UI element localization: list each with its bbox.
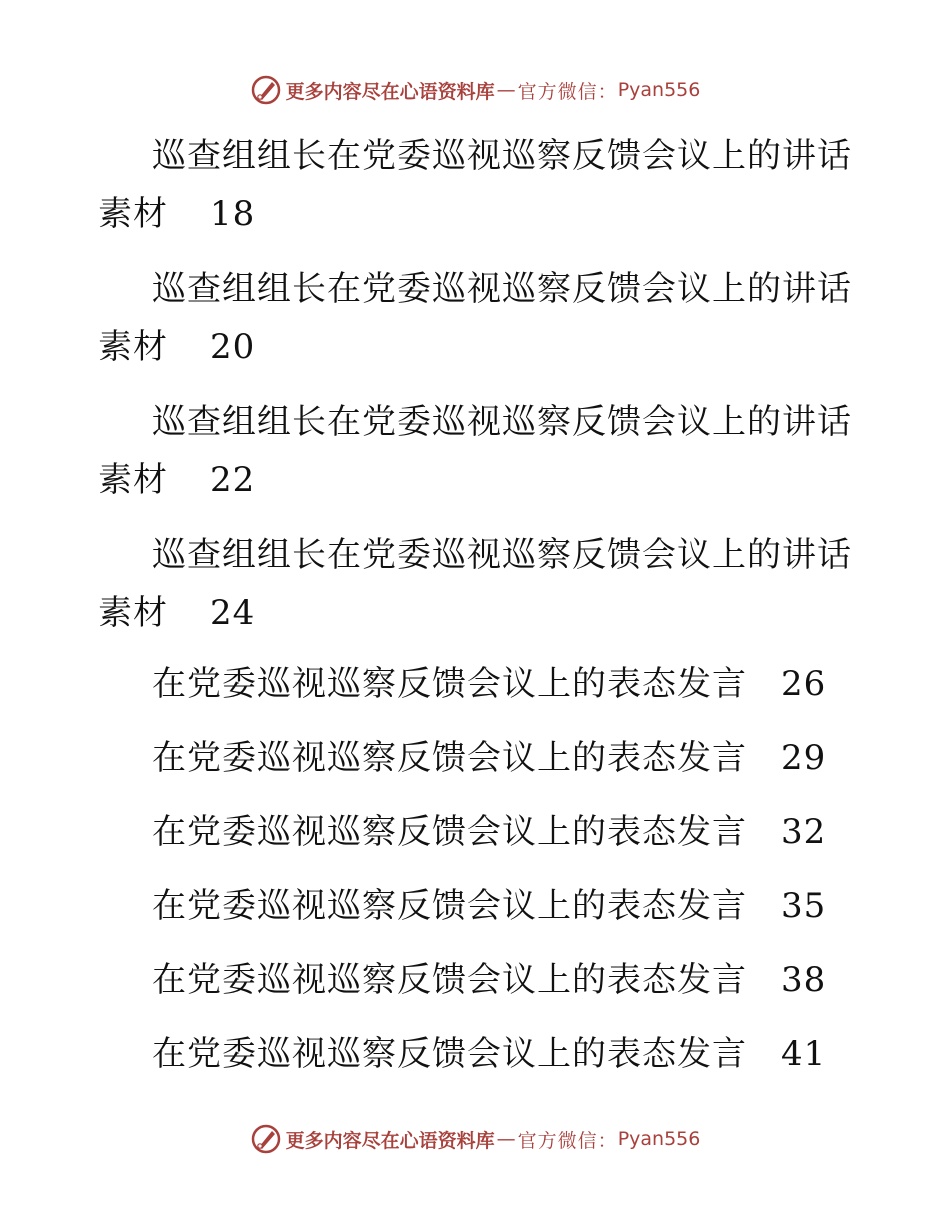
toc-entry-title-cont: 素材	[98, 194, 168, 234]
toc-entry-title: 在党委巡视巡察反馈会议上的表态发言	[152, 664, 747, 704]
toc-entry-title: 巡查组组长在党委巡视巡察反馈会议上的讲话	[152, 269, 852, 309]
toc-entry-page: 32	[781, 812, 827, 852]
quill-logo-icon	[250, 74, 282, 106]
toc-entry-title: 巡查组组长在党委巡视巡察反馈会议上的讲话	[152, 535, 852, 575]
toc-entry-continuation	[98, 452, 255, 501]
footer-banner	[0, 1119, 950, 1159]
banner-wechat-id: Pyan556	[617, 1128, 701, 1150]
toc-entry-page: 20	[210, 327, 256, 367]
toc-entry-page: 18	[210, 194, 256, 234]
toc-entry-continuation	[98, 585, 255, 634]
toc-entry-page: 35	[781, 886, 827, 926]
banner-brand-text: 更多内容尽在心语资料库	[285, 80, 495, 103]
quill-logo-icon	[250, 1123, 282, 1155]
toc-entry-continuation	[98, 319, 255, 368]
toc-entry-continuation	[98, 186, 255, 235]
toc-entry[interactable]	[152, 878, 826, 927]
toc-entry-page: 22	[210, 460, 256, 500]
toc-entry-page: 26	[781, 664, 827, 704]
toc-entry-title: 巡查组组长在党委巡视巡察反馈会议上的讲话	[152, 136, 852, 176]
toc-entry[interactable]	[152, 1026, 826, 1075]
toc-entry-title-cont: 素材	[98, 327, 168, 367]
banner-separator: —	[496, 79, 516, 101]
toc-entry[interactable]	[152, 952, 826, 1001]
toc-entry-page: 29	[781, 738, 827, 778]
toc-entry[interactable]	[152, 730, 826, 779]
toc-entry-title: 在党委巡视巡察反馈会议上的表态发言	[152, 960, 747, 1000]
toc-entry[interactable]	[152, 656, 826, 705]
banner-wechat-id: Pyan556	[617, 79, 701, 101]
toc-entry-title-cont: 素材	[98, 460, 168, 500]
toc-entry-title: 在党委巡视巡察反馈会议上的表态发言	[152, 886, 747, 926]
toc-entry-title: 在党委巡视巡察反馈会议上的表态发言	[152, 812, 747, 852]
toc-entry-title: 在党委巡视巡察反馈会议上的表态发言	[152, 738, 747, 778]
toc-entry-title-cont: 素材	[98, 593, 168, 633]
banner-separator: —	[496, 1128, 516, 1150]
banner-wechat-label: 官方微信：	[517, 80, 618, 103]
toc-entry[interactable]	[152, 804, 826, 853]
toc-entry-page: 41	[781, 1034, 827, 1074]
banner-wechat-label: 官方微信：	[517, 1129, 618, 1152]
toc-entry-title: 巡查组组长在党委巡视巡察反馈会议上的讲话	[152, 402, 852, 442]
toc-entry-title: 在党委巡视巡察反馈会议上的表态发言	[152, 1034, 747, 1074]
toc-entry-page: 38	[781, 960, 827, 1000]
header-banner	[0, 70, 950, 110]
banner-brand-text: 更多内容尽在心语资料库	[285, 1129, 495, 1152]
toc-entry-page: 24	[210, 593, 256, 633]
